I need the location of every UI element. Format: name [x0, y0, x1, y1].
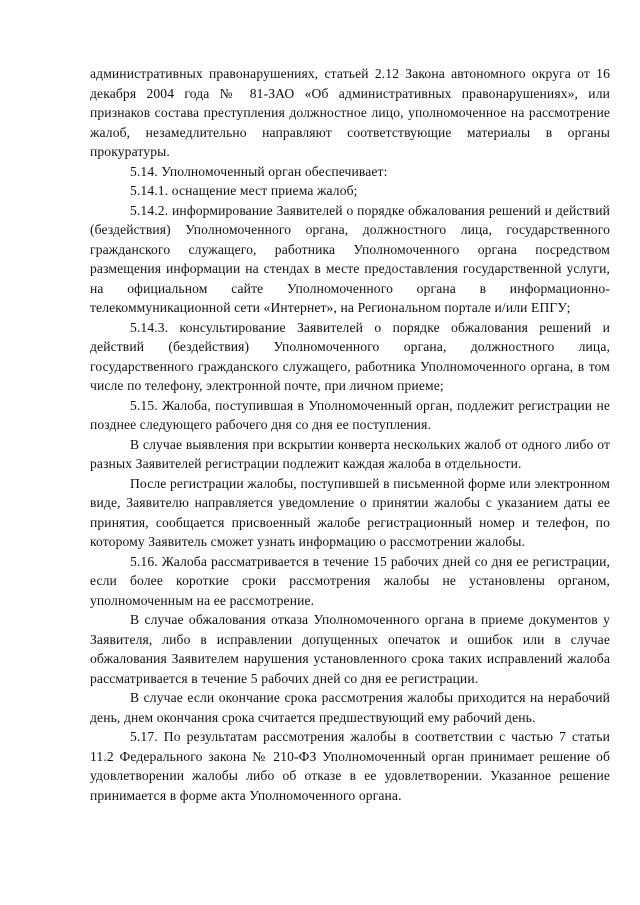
paragraph-5-17: 5.17. По результатам рассмотрения жалобы в соответствии с частью 7 статьи 11.2 Федерального закона № 210-ФЗ Уполномоченный орган принимает решение об удовлетворении жалобы либо об отказе в ее удовлетворении. Указанное решение принимается в форме акта Уполномоченного органа.: [90, 729, 610, 803]
paragraph-nonworking-day: В случае если окончание срока рассмотрения жалобы приходится на нерабочий день, днем окончания срока считается предшествующий ему рабочий день.: [90, 690, 610, 725]
paragraph-multiple-complaints: В случае выявления при вскрытии конверта нескольких жалоб от одного либо от разных Заявителей регистрации подлежит каждая жалоба в отдельности.: [90, 436, 610, 471]
paragraph-5-14: 5.14. Уполномоченный орган обеспечивает:: [130, 163, 388, 179]
paragraph-5-16: 5.16. Жалоба рассматривается в течение 15 рабочих дней со дня ее регистрации, если более короткие сроки рассмотрения жалобы не установлены органом, уполномоченным на ее рассмотрение.: [90, 553, 610, 608]
paragraph-5-15: 5.15. Жалоба, поступившая в Уполномоченный орган, подлежит регистрации не позднее следующего рабочего дня со дня ее поступления.: [90, 397, 610, 432]
paragraph-refusal-appeal: В случае обжалования отказа Уполномоченного органа в приеме документов у Заявителя, либо в исправлении допущенных опечаток и ошибок или в случае обжалования Заявителем нарушения установленного срока таких исправлений жалоба рассматривается в течение 5 рабочих дней со дня ее регистрации.: [90, 612, 610, 686]
paragraph-continuation: административных правонарушениях, статьей 2.12 Закона автономного округа от 16 декабря 2004 года № 81-ЗАО «Об административных правонарушениях», или признаков состава преступления должностное лицо, уполномоченное на рассмотрение жалоб, незамедлительно направляют соответствующие материалы в органы прокуратуры.: [90, 66, 610, 159]
paragraph-registration-notice: После регистрации жалобы, поступившей в письменной форме или электронном виде, Заявителю направляется уведомление о принятии жалобы с указанием даты ее принятия, сообщается присвоенный жалобе регистрационный номер и телефон, по которому Заявитель сможет узнать информацию о рассмотрении жалобы.: [90, 475, 610, 549]
paragraph-5-14-1: 5.14.1. оснащение мест приема жалоб;: [130, 183, 358, 198]
paragraph-5-14-2: 5.14.2. информирование Заявителей о порядке обжалования решений и действий (бездействия) Уполномоченного органа, должностного лица, государственного гражданского служащего, работника Уполномоченного органа посредством размещения информации на стендах в месте предоставления государственной услуги, на официальном сайте Уполномоченного органа в информационно-телекоммуникационной сети «Интернет», на Региональном портале и/или ЕПГУ;: [90, 202, 610, 315]
paragraph-5-14-3: 5.14.3. консультирование Заявителей о порядке обжалования решений и действий (бездействия) Уполномоченного органа, должностного лица, государственного гражданского служащего, работника Уполномоченного органа, в том числе по телефону, электронной почте, при личном приеме;: [90, 319, 610, 393]
document-page: [90, 64, 610, 805]
